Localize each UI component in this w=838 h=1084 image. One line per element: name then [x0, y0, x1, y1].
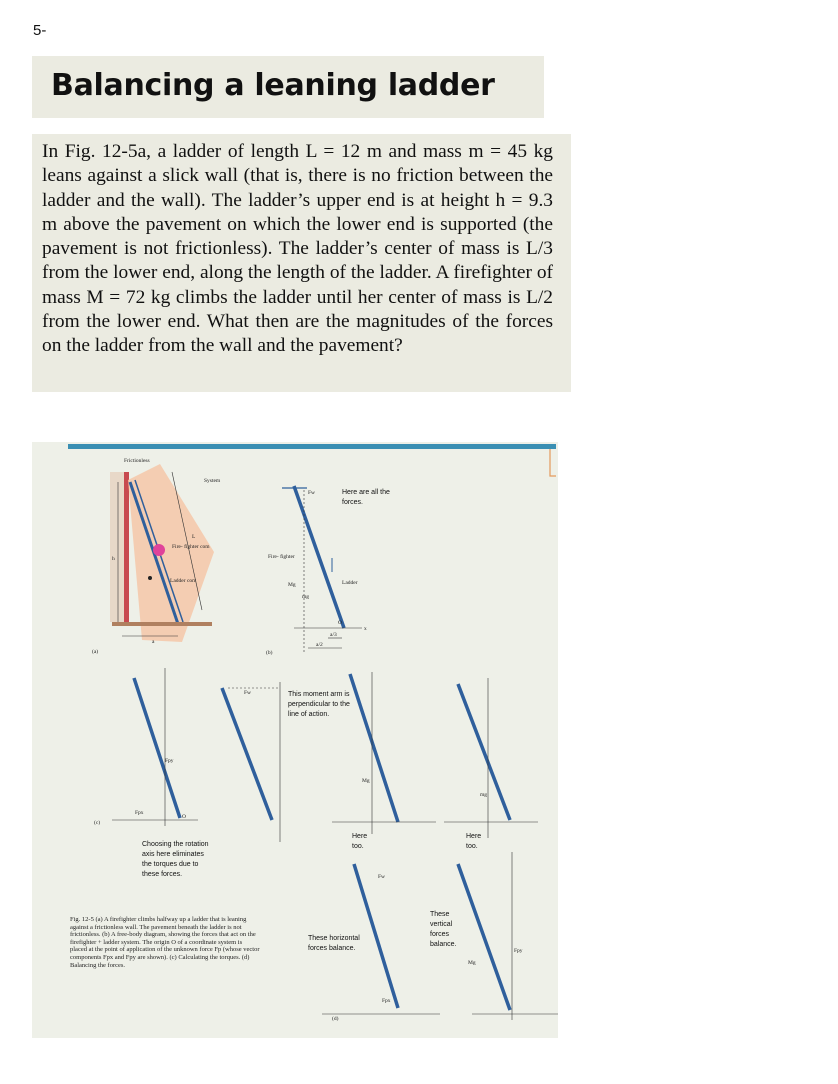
note-horizontal-balance: These horizontal forces balance. — [308, 935, 360, 952]
label-mg-c4: mg — [480, 792, 488, 798]
title-box — [32, 56, 544, 118]
ladder-c1 — [134, 678, 180, 818]
label-frictionless: Frictionless — [124, 458, 150, 464]
figure-12-5 — [32, 442, 558, 1038]
label-x-b: x — [364, 626, 367, 632]
label-part-a: (a) — [92, 649, 99, 655]
label-Mg-c3: Mg — [362, 778, 370, 784]
panel-a — [92, 458, 221, 655]
label-a3-b: a/3 — [330, 632, 337, 638]
note-choosing-axis: Choosing the rotation axis here eliminates the torques due to these forces. — [142, 841, 209, 878]
system-highlight — [128, 464, 214, 642]
label-Mg-d2: Mg — [468, 960, 476, 966]
label-firefighter-b: Fire- fighter — [268, 554, 295, 560]
label-O-b: O — [338, 620, 342, 626]
page-number: 5- — [33, 22, 47, 39]
label-firefighter-com: Fire- fighter com — [172, 544, 210, 550]
label-Fpx-c1: Fpx — [135, 810, 144, 816]
ladder-b — [294, 486, 344, 628]
wall — [124, 472, 129, 622]
label-part-d: (d) — [332, 1016, 339, 1022]
figure-corner-mark — [550, 449, 556, 476]
figure-top-bar — [68, 444, 556, 449]
label-O-c1: O — [182, 814, 186, 820]
ladder-c2 — [222, 688, 272, 820]
page-title: Balancing a leaning ladder — [51, 68, 495, 103]
label-Fpy-d2: Fpy — [514, 948, 523, 954]
ladder-com-dot — [148, 576, 152, 580]
problem-text: In Fig. 12-5a, a ladder of length L = 12 m and mass m = 45 kg leans against a slick wall (that is, there is no friction between the ladder and the wall). The ladder’s upper end is at height h = 9.3 m above the pavement on which the lower end is supported (the pavement is not frictionless). The ladder’s center of mass is L/3 from the lower end, along the length of the ladder. A firefighter of mass M = 72 kg climbs the ladder until her center of mass is L/2 from the lower end. What then are the magnitudes of the forces on the ladder from the wall and the pavement? — [42, 141, 553, 357]
label-Fw-d1: Fw — [378, 874, 386, 880]
label-a: a — [152, 639, 155, 645]
label-part-c: (c) — [94, 820, 101, 826]
label-mg-b: mg — [302, 594, 310, 600]
ladder-c4 — [458, 684, 510, 820]
label-Fw-b: Fw — [308, 490, 316, 496]
label-Mg-b: Mg — [288, 582, 296, 588]
label-system: System — [204, 478, 221, 484]
label-ladder-b: Ladder — [342, 580, 358, 586]
note-here-too-1: Here too. — [352, 833, 368, 850]
firefighter-figure — [153, 544, 165, 556]
ladder-c3 — [350, 674, 398, 822]
label-h: h — [112, 556, 115, 562]
label-Fpy-c1: Fpy — [165, 758, 174, 764]
label-a2-b: a/2 — [316, 642, 323, 648]
note-all-forces: Here are all the forces. — [342, 489, 390, 506]
figure-caption: Fig. 12-5 (a) A firefighter climbs halfway up a ladder that is leaning against a frictionless wall. The pavement beneath the ladder is not frictionless. (b) A free-body diagram, showing the forces that act on the firefighter + ladder system. The origin O of a coordinate system is placed at the point of application of the unknown force Fp (whose vector components Fpx and Fpy are shown). (c) Calculating the torques. (d) Balancing the forces. — [70, 916, 260, 969]
note-moment-arm: This moment arm is perpendicular to the line of action. — [288, 691, 350, 718]
label-Fw-c2: Fw — [244, 690, 252, 696]
panel-b — [266, 486, 367, 656]
problem-box — [32, 134, 571, 392]
wall-side — [110, 472, 124, 622]
note-vertical-balance: These vertical forces balance. — [430, 911, 457, 948]
label-ladder-com: Ladder com — [170, 578, 197, 584]
label-Fpx-d1: Fpx — [382, 998, 391, 1004]
label-part-b: (b) — [266, 650, 273, 656]
label-L: L — [192, 534, 196, 540]
note-here-too-2: Here too. — [466, 833, 482, 850]
pavement — [112, 622, 212, 626]
